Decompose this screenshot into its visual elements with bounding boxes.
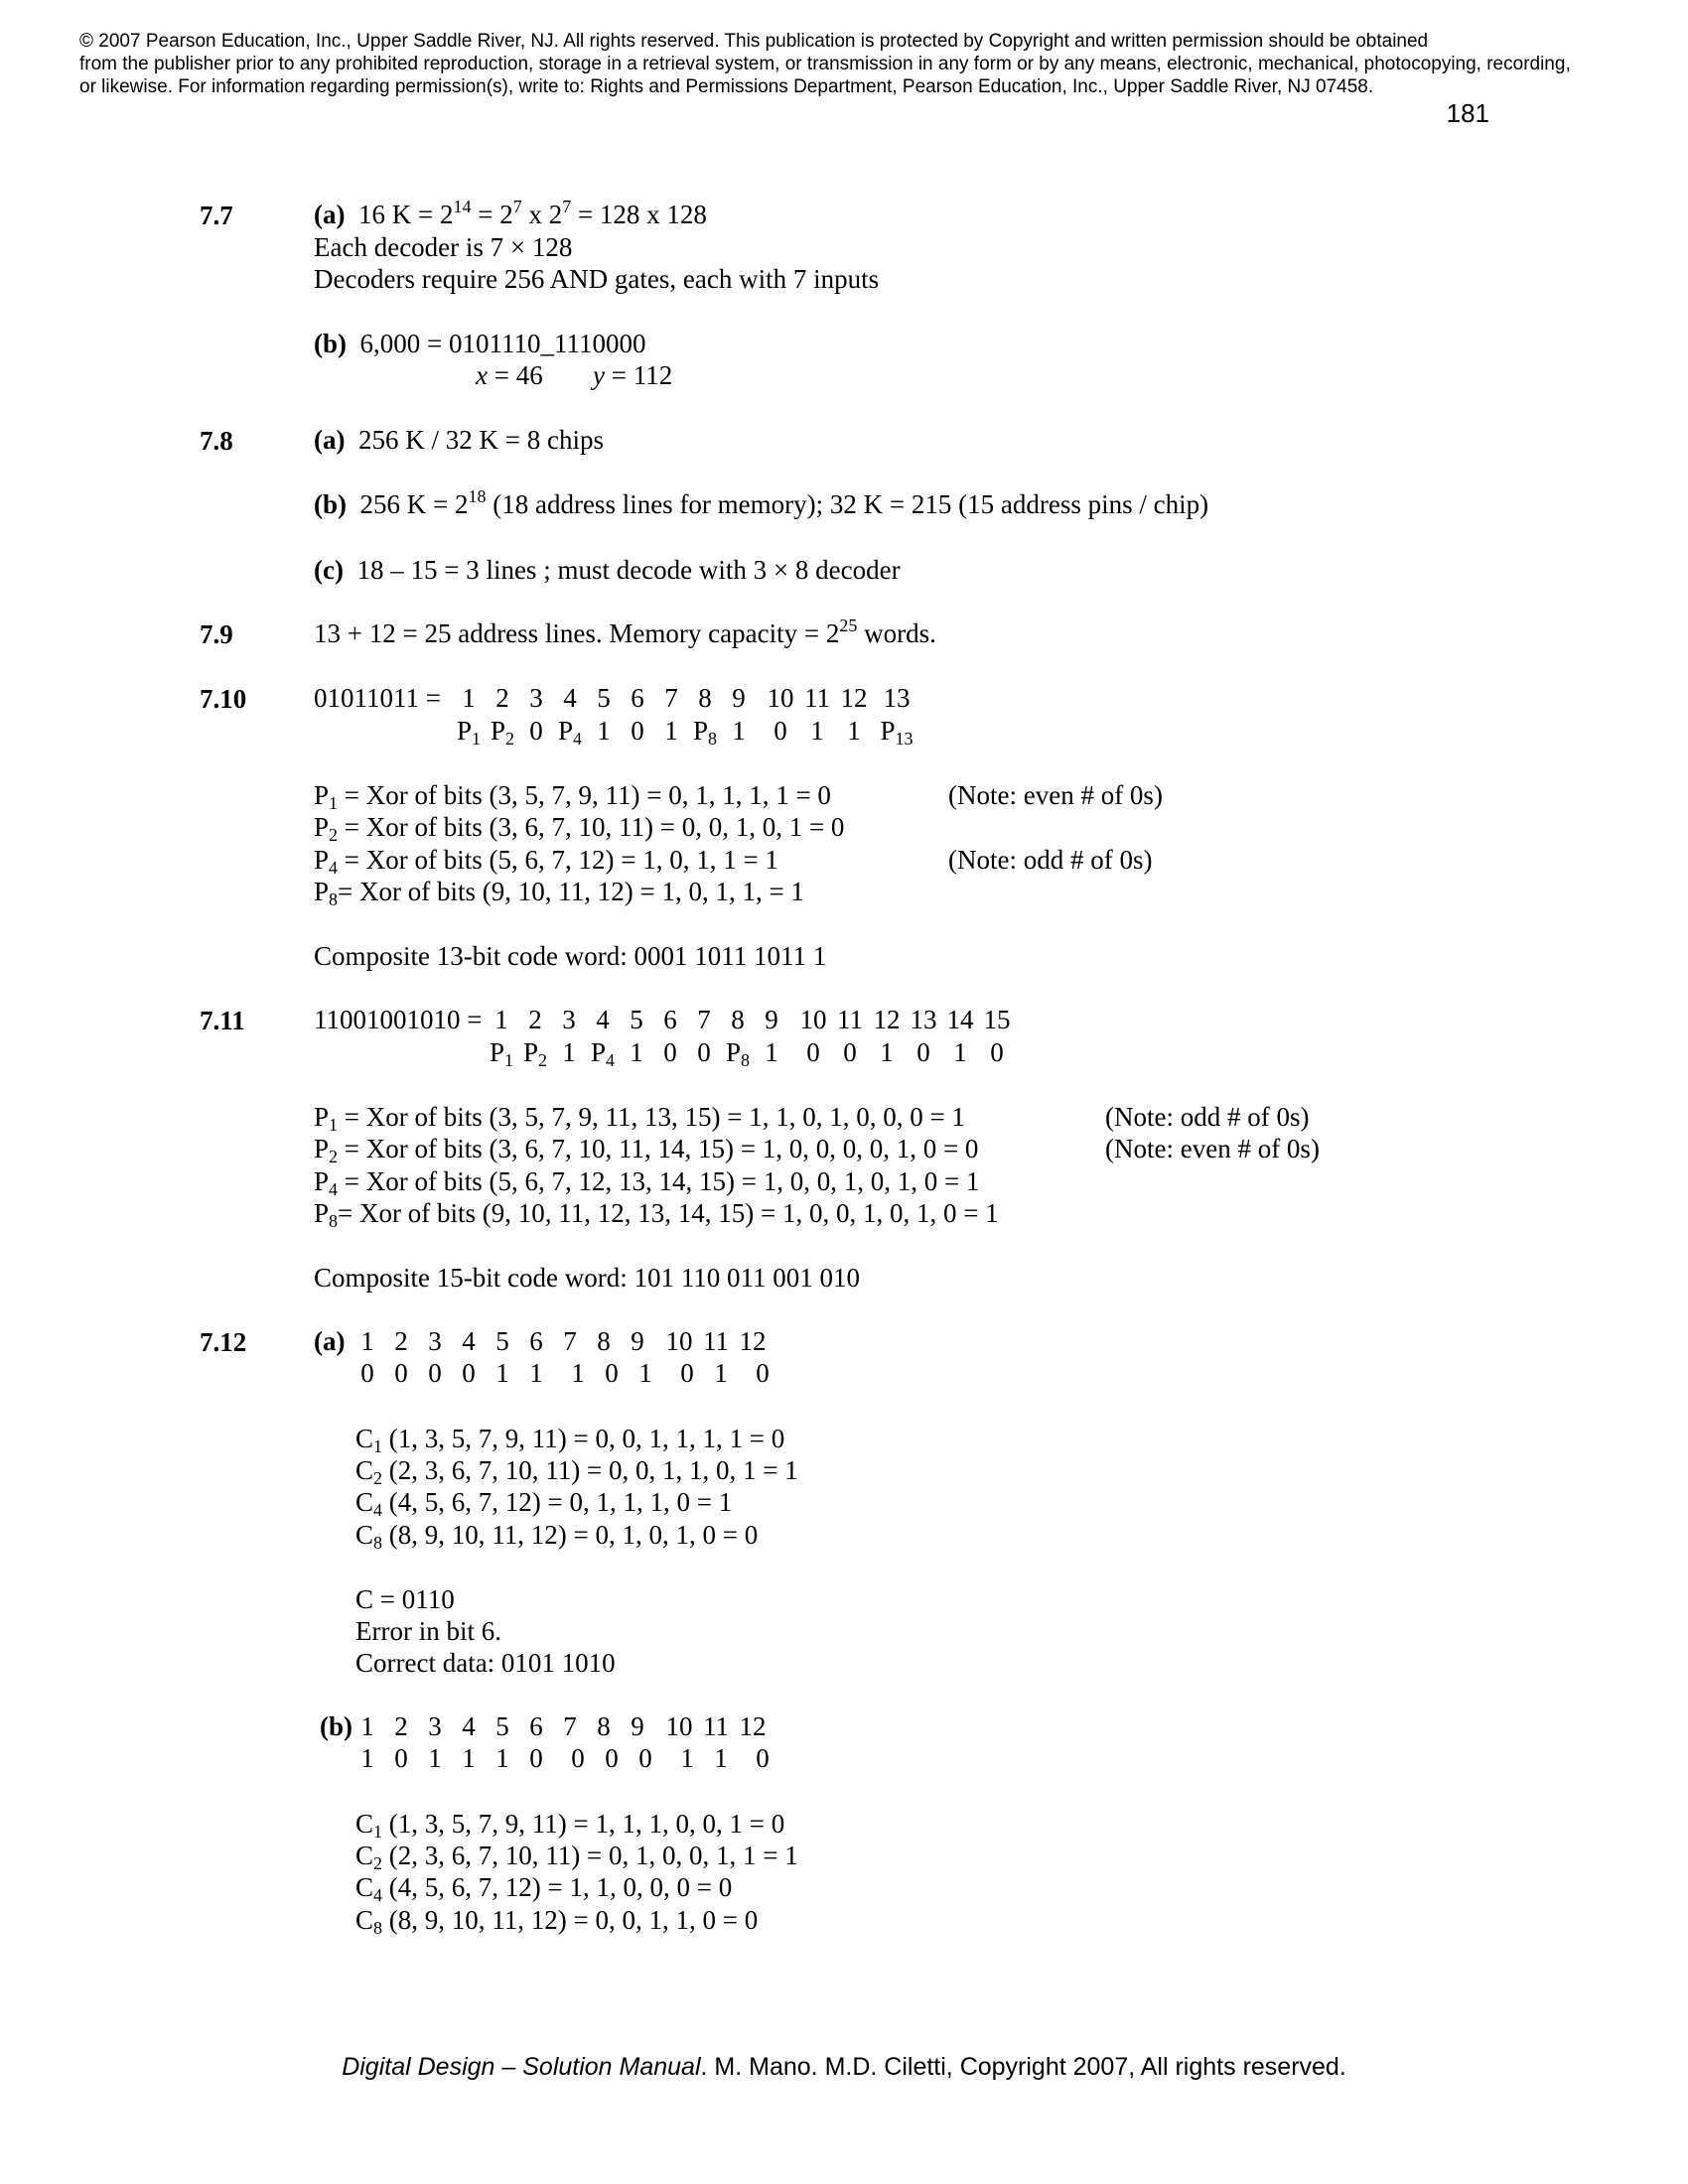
- page-number: 181: [1446, 98, 1489, 128]
- text: (18 address lines for memory); 32 K = 215 (15 address pins / chip): [486, 489, 1209, 519]
- bit-cell: 14: [946, 1005, 974, 1034]
- corrected-data: Correct data: 0101 1010: [355, 1648, 616, 1678]
- bit-cell: 7: [697, 1005, 711, 1034]
- subscript: 1: [373, 1436, 383, 1456]
- bit-cell: 1: [847, 716, 861, 746]
- bit-cell: 0: [756, 1743, 770, 1773]
- bit-cell: 13: [883, 683, 911, 713]
- bit-cell: 1: [495, 1743, 509, 1773]
- check-equation: $C_8$ (8, 9, 10, 11, 12) = 0, 0, 1, 1, 0 = 0: [355, 1905, 759, 1938]
- text: (8, 9, 10, 11, 12) = 0, 1, 0, 1, 0 = 0: [382, 1520, 759, 1550]
- bit-cell: 1: [494, 1005, 508, 1034]
- bit-cell: 1: [714, 1358, 728, 1388]
- text: words.: [857, 618, 936, 648]
- bit-cell: 4: [462, 1326, 476, 1356]
- label-text: (a): [314, 1326, 346, 1356]
- bit-cell: 7: [563, 1711, 577, 1741]
- bit-cell: 0: [605, 1743, 619, 1773]
- subscript: 1: [329, 793, 339, 813]
- check-equation: $C_2$ (2, 3, 6, 7, 10, 11) = 0, 1, 0, 0, 1, 1 = 1: [355, 1841, 798, 1873]
- problem-7-8-c: [314, 554, 901, 586]
- problem-7-9-text: [314, 617, 936, 649]
- superscript: 14: [453, 197, 472, 216]
- bit-cell: 1: [714, 1743, 728, 1773]
- text: 256 K = 2: [359, 489, 469, 519]
- subscript: 2: [329, 825, 339, 845]
- bit-cell: 0: [428, 1358, 442, 1388]
- superscript: 18: [468, 486, 487, 506]
- bit-cell: 1: [495, 1358, 509, 1388]
- bit-cell: 12: [739, 1711, 767, 1741]
- parity-equation: $P_8=$ Xor of bits (9, 10, 11, 12) = 1, 0, 1, 1, = 1: [314, 877, 804, 909]
- bit-cell: 6: [631, 683, 644, 713]
- var-y: y: [593, 360, 605, 390]
- bit-cell: $P_8$: [692, 716, 718, 749]
- problem-number: 7.10: [200, 684, 247, 714]
- subscript: 2: [329, 1147, 339, 1166]
- bit-cell: 0: [462, 1358, 476, 1388]
- text: = Xor of bits (3, 5, 7, 9, 11) = 0, 1, 1, 1, 1 = 0: [338, 780, 831, 810]
- text: (4, 5, 6, 7, 12) = 0, 1, 1, 1, 0 = 1: [382, 1487, 733, 1517]
- problem-7-7-b-line3: [593, 359, 672, 391]
- bit-cell: 0: [774, 716, 787, 746]
- footer: [0, 2053, 1688, 2082]
- bit-cell: 2: [528, 1005, 542, 1034]
- problem-7-7-b-line1: [314, 328, 645, 359]
- footer-text: . M. Mano. M.D. Ciletti, Copyright 2007, All rights reserved.: [700, 2053, 1346, 2081]
- bit-cell: 13: [910, 1005, 937, 1034]
- problem-7-7-b-line2: [476, 359, 543, 391]
- composite-code-word: Composite 13-bit code word: 0001 1011 1011 1: [314, 941, 827, 971]
- bit-position-row: [0, 1004, 1688, 1035]
- text: = Xor of bits (3, 6, 7, 10, 11, 14, 15) = 1, 0, 0, 0, 0, 1, 0 = 0: [338, 1134, 979, 1163]
- bit-cell: 1: [880, 1037, 894, 1067]
- bit-cell: 1: [562, 1037, 576, 1067]
- bit-cell: 11: [804, 683, 830, 713]
- parity-equation: $P_2$ = Xor of bits (3, 6, 7, 10, 11, 14, 15) = 1, 0, 0, 0, 0, 1, 0 = 0: [314, 1134, 979, 1166]
- text: (2, 3, 6, 7, 10, 11) = 0, 0, 1, 1, 0, 1 = 1: [382, 1455, 798, 1485]
- var-x: x: [476, 360, 488, 390]
- check-equation: $C_8$ (8, 9, 10, 11, 12) = 0, 1, 0, 1, 0 = 0: [355, 1520, 759, 1553]
- composite-code-word: Composite 15-bit code word: 101 110 011 001 010: [314, 1263, 860, 1293]
- part-label: (c): [314, 555, 344, 585]
- text: (8, 9, 10, 11, 12) = 0, 0, 1, 1, 0 = 0: [382, 1905, 759, 1935]
- subscript: 4: [373, 1500, 383, 1520]
- subscript: 2: [373, 1468, 383, 1488]
- copyright-line: or likewise. For information regarding permission(s), write to: Rights and Permissions Department, Pearson Education, Inc., Upper Saddle River, NJ 07458.: [79, 76, 1374, 97]
- bit-cell: 1: [664, 716, 678, 746]
- bit-cell: 11: [837, 1005, 863, 1034]
- check-equation: $C_2$ (2, 3, 6, 7, 10, 11) = 0, 0, 1, 1, 0, 1 = 1: [355, 1455, 798, 1488]
- bit-cell: $P_2$: [522, 1037, 548, 1070]
- bit-cell: 12: [739, 1326, 767, 1356]
- footer-title: Digital Design – Solution Manual: [342, 2053, 701, 2081]
- bit-value-row: [0, 1357, 1688, 1389]
- problem-number: 7.8: [200, 426, 233, 456]
- bit-value-row: [0, 1742, 1688, 1774]
- bit-cell: 6: [529, 1326, 543, 1356]
- bit-cell: 9: [631, 1326, 644, 1356]
- bit-cell: $P_{13}$: [880, 716, 914, 749]
- parity-equation: $P_1$ = Xor of bits (3, 5, 7, 9, 11, 13, 15) = 1, 1, 0, 1, 0, 0, 0 = 1: [314, 1102, 965, 1135]
- text: = Xor of bits (3, 5, 7, 9, 11, 13, 15) = 1, 1, 0, 1, 0, 0, 0 = 1: [338, 1102, 965, 1132]
- bit-cell: 4: [462, 1711, 476, 1741]
- bit-cell: 1: [638, 1358, 652, 1388]
- superscript: 7: [562, 197, 572, 216]
- bit-cell: 0: [916, 1037, 930, 1067]
- bit-cell: 1: [360, 1711, 374, 1741]
- bit-cell: 0: [529, 716, 543, 746]
- bit-cell: 10: [799, 1005, 827, 1034]
- bit-cell: 3: [562, 1005, 576, 1034]
- problem-7-8-b: [314, 488, 1208, 520]
- parity-equation: $P_8=$ Xor of bits (9, 10, 11, 12, 13, 14, 15) = 1, 0, 0, 1, 0, 1, 0 = 1: [314, 1198, 999, 1231]
- problem-number: 7.12: [200, 1327, 247, 1357]
- note: (Note: even # of 0s): [948, 780, 1163, 810]
- bit-cell: 1: [529, 1358, 543, 1388]
- problem-7-7-a-line1: [314, 199, 707, 230]
- bit-value-row: [0, 715, 1688, 747]
- problem-7-7-a-line3: Decoders require 256 AND gates, each with 7 inputs: [314, 264, 880, 294]
- text: (2, 3, 6, 7, 10, 11) = 0, 1, 0, 0, 1, 1 = 1: [382, 1841, 798, 1870]
- subscript: 8: [329, 889, 339, 909]
- bit-cell: 1: [953, 1037, 967, 1067]
- syndrome-result: C = 0110: [355, 1584, 455, 1614]
- bit-cell: 12: [873, 1005, 901, 1034]
- bit-cell: $P_4$: [590, 1037, 616, 1070]
- bit-cell: 1: [360, 1326, 374, 1356]
- bit-cell: 2: [394, 1326, 408, 1356]
- note: (Note: odd # of 0s): [1105, 1102, 1310, 1132]
- check-equation: $C_4$ (4, 5, 6, 7, 12) = 1, 1, 0, 0, 0 = 0: [355, 1872, 733, 1905]
- subscript: 4: [329, 1179, 339, 1199]
- text: = 2: [471, 200, 513, 229]
- text: = Xor of bits (5, 6, 7, 12, 13, 14, 15) = 1, 0, 0, 1, 0, 1, 0 = 1: [338, 1166, 980, 1196]
- parity-equation: $P_1$ = Xor of bits (3, 5, 7, 9, 11) = 0, 1, 1, 1, 1 = 0: [314, 780, 831, 813]
- problem-7-7-a-line2: Each decoder is 7 × 128: [314, 232, 573, 262]
- subscript: 8: [329, 1211, 339, 1231]
- bit-cell: 11: [703, 1326, 729, 1356]
- bit-cell: $P_1$: [489, 1037, 514, 1070]
- copyright-line: © 2007 Pearson Education, Inc., Upper Saddle River, NJ. All rights reserved. This publication is protected by Copyright and written permission should be obtained: [79, 31, 1429, 52]
- bit-cell: 15: [983, 1005, 1011, 1034]
- problem-number: 7.7: [200, 201, 233, 230]
- bit-cell: 0: [394, 1358, 408, 1388]
- bit-position-row: [0, 1710, 1688, 1742]
- bit-cell: 8: [731, 1005, 745, 1034]
- bit-cell: 1: [571, 1358, 585, 1388]
- bit-cell: 0: [843, 1037, 857, 1067]
- bit-cell: 9: [631, 1711, 644, 1741]
- bit-cell: 1: [680, 1743, 694, 1773]
- problem-7-11-prefix: 11001001010 =: [314, 1005, 490, 1034]
- subscript: 2: [373, 1853, 383, 1873]
- bit-cell: 5: [495, 1326, 509, 1356]
- bit-cell: 0: [680, 1358, 694, 1388]
- part-label: (a): [314, 200, 346, 229]
- text: = Xor of bits (5, 6, 7, 12) = 1, 0, 1, 1 = 1: [338, 845, 778, 875]
- subscript: 1: [373, 1822, 383, 1842]
- note: (Note: odd # of 0s): [948, 845, 1153, 875]
- bit-cell: 10: [767, 683, 794, 713]
- bit-cell: 6: [529, 1711, 543, 1741]
- bit-cell: 0: [697, 1037, 711, 1067]
- part-label: (b): [314, 489, 347, 519]
- bit-cell: 4: [563, 683, 577, 713]
- text: = 112: [604, 360, 673, 390]
- bit-cell: 1: [462, 683, 476, 713]
- bit-cell: 1: [810, 716, 824, 746]
- bit-cell: 5: [495, 1711, 509, 1741]
- text: = 128 x 128: [571, 200, 707, 229]
- error-location: Error in bit 6.: [355, 1616, 501, 1646]
- bit-cell: $P_2$: [490, 716, 515, 749]
- copyright-notice: [79, 30, 1628, 98]
- bit-cell: 0: [571, 1743, 585, 1773]
- text: 256 K / 32 K = 8 chips: [357, 425, 604, 455]
- bit-cell: 0: [663, 1037, 677, 1067]
- bit-cell: 0: [394, 1743, 408, 1773]
- parity-equation: $P_4$ = Xor of bits (5, 6, 7, 12) = 1, 0, 1, 1 = 1: [314, 845, 778, 878]
- bit-cell: 7: [664, 683, 678, 713]
- subscript: 4: [373, 1885, 383, 1905]
- text: 6,000 = 0101110_1110000: [359, 329, 646, 358]
- text: 16 K = 2: [357, 200, 454, 229]
- text: (4, 5, 6, 7, 12) = 1, 1, 0, 0, 0 = 0: [382, 1872, 733, 1902]
- bit-cell: 8: [597, 1326, 611, 1356]
- text: x 2: [521, 200, 563, 229]
- bit-cell: 1: [597, 716, 611, 746]
- subscript: 8: [373, 1533, 383, 1553]
- bit-cell: $P_4$: [557, 716, 583, 749]
- superscript: 25: [839, 615, 858, 635]
- bit-position-row: [0, 1325, 1688, 1357]
- bit-cell: 0: [631, 716, 644, 746]
- check-equation: $C_4$ (4, 5, 6, 7, 12) = 0, 1, 1, 1, 0 = 1: [355, 1487, 733, 1520]
- subscript: 1: [329, 1115, 339, 1135]
- bit-cell: 6: [663, 1005, 677, 1034]
- bit-cell: 5: [597, 683, 611, 713]
- bit-cell: 0: [756, 1358, 770, 1388]
- bit-cell: 0: [806, 1037, 820, 1067]
- subscript: 4: [329, 858, 339, 878]
- problem-number: 7.11: [200, 1006, 245, 1035]
- text: (1, 3, 5, 7, 9, 11) = 0, 0, 1, 1, 1, 1 = 0: [382, 1424, 785, 1453]
- parity-equation: $P_4$ = Xor of bits (5, 6, 7, 12, 13, 14, 15) = 1, 0, 0, 1, 0, 1, 0 = 1: [314, 1166, 980, 1199]
- bit-cell: 8: [698, 683, 712, 713]
- text: (1, 3, 5, 7, 9, 11) = 1, 1, 1, 0, 0, 1 = 0: [382, 1809, 785, 1839]
- bit-cell: 4: [596, 1005, 610, 1034]
- subscript: 8: [373, 1918, 383, 1938]
- problem-7-10-prefix: 01011011 =: [314, 683, 448, 713]
- bit-cell: 1: [428, 1743, 442, 1773]
- text: = 46: [487, 360, 543, 390]
- bit-cell: 3: [428, 1711, 442, 1741]
- bit-cell: 10: [665, 1326, 693, 1356]
- bit-cell: 9: [732, 683, 746, 713]
- bit-cell: 1: [630, 1037, 643, 1067]
- bit-cell: 1: [462, 1743, 476, 1773]
- bit-cell: 2: [394, 1711, 408, 1741]
- bit-cell: 7: [563, 1326, 577, 1356]
- bit-cell: $P_8$: [725, 1037, 751, 1070]
- check-equation: $C_1$ (1, 3, 5, 7, 9, 11) = 0, 0, 1, 1, 1, 1 = 0: [355, 1424, 785, 1456]
- bit-cell: $P_1$: [456, 716, 482, 749]
- bit-cell: 0: [605, 1358, 619, 1388]
- bit-cell: 5: [630, 1005, 643, 1034]
- part-label: (a): [314, 425, 346, 455]
- text: = Xor of bits (9, 10, 11, 12) = 1, 0, 1, 1, = 1: [338, 877, 804, 906]
- copyright-line: from the publisher prior to any prohibited reproduction, storage in a retrieval system, or transmission in any form or by any means, electronic, mechanical, photocopying, recording,: [79, 54, 1571, 74]
- bit-cell: 8: [597, 1711, 611, 1741]
- text: 13 + 12 = 25 address lines. Memory capacity = 2: [314, 618, 840, 648]
- bit-cell: 9: [765, 1005, 778, 1034]
- bit-cell: 11: [703, 1711, 729, 1741]
- problem-7-8-a: [314, 424, 604, 456]
- bit-cell: 1: [765, 1037, 778, 1067]
- text: = Xor of bits (9, 10, 11, 12, 13, 14, 15) = 1, 0, 0, 1, 0, 1, 0 = 1: [338, 1198, 999, 1228]
- bit-cell: 3: [529, 683, 543, 713]
- bit-cell: 2: [495, 683, 509, 713]
- text: = Xor of bits (3, 6, 7, 10, 11) = 0, 0, 1, 0, 1 = 0: [338, 812, 845, 842]
- text: 18 – 15 = 3 lines ; must decode with 3 × 8 decoder: [356, 555, 901, 585]
- check-equation: $C_1$ (1, 3, 5, 7, 9, 11) = 1, 1, 1, 0, 0, 1 = 0: [355, 1809, 785, 1842]
- bit-cell: 0: [360, 1358, 374, 1388]
- part-label: (b): [314, 329, 347, 358]
- bit-value-row: [0, 1036, 1688, 1068]
- bit-cell: 0: [529, 1743, 543, 1773]
- bit-position-row: [0, 682, 1688, 714]
- problem-number: 7.9: [200, 619, 233, 649]
- bit-cell: 12: [840, 683, 868, 713]
- parity-equation: $P_2$ = Xor of bits (3, 6, 7, 10, 11) = 0, 0, 1, 0, 1 = 0: [314, 812, 845, 845]
- superscript: 7: [512, 197, 522, 216]
- bit-cell: 1: [360, 1743, 374, 1773]
- bit-cell: 10: [665, 1711, 693, 1741]
- label-text: (b): [320, 1711, 352, 1741]
- bit-cell: 3: [428, 1326, 442, 1356]
- note: (Note: even # of 0s): [1105, 1134, 1320, 1163]
- bit-cell: 0: [638, 1743, 652, 1773]
- bit-cell: 1: [732, 716, 746, 746]
- bit-cell: 0: [990, 1037, 1004, 1067]
